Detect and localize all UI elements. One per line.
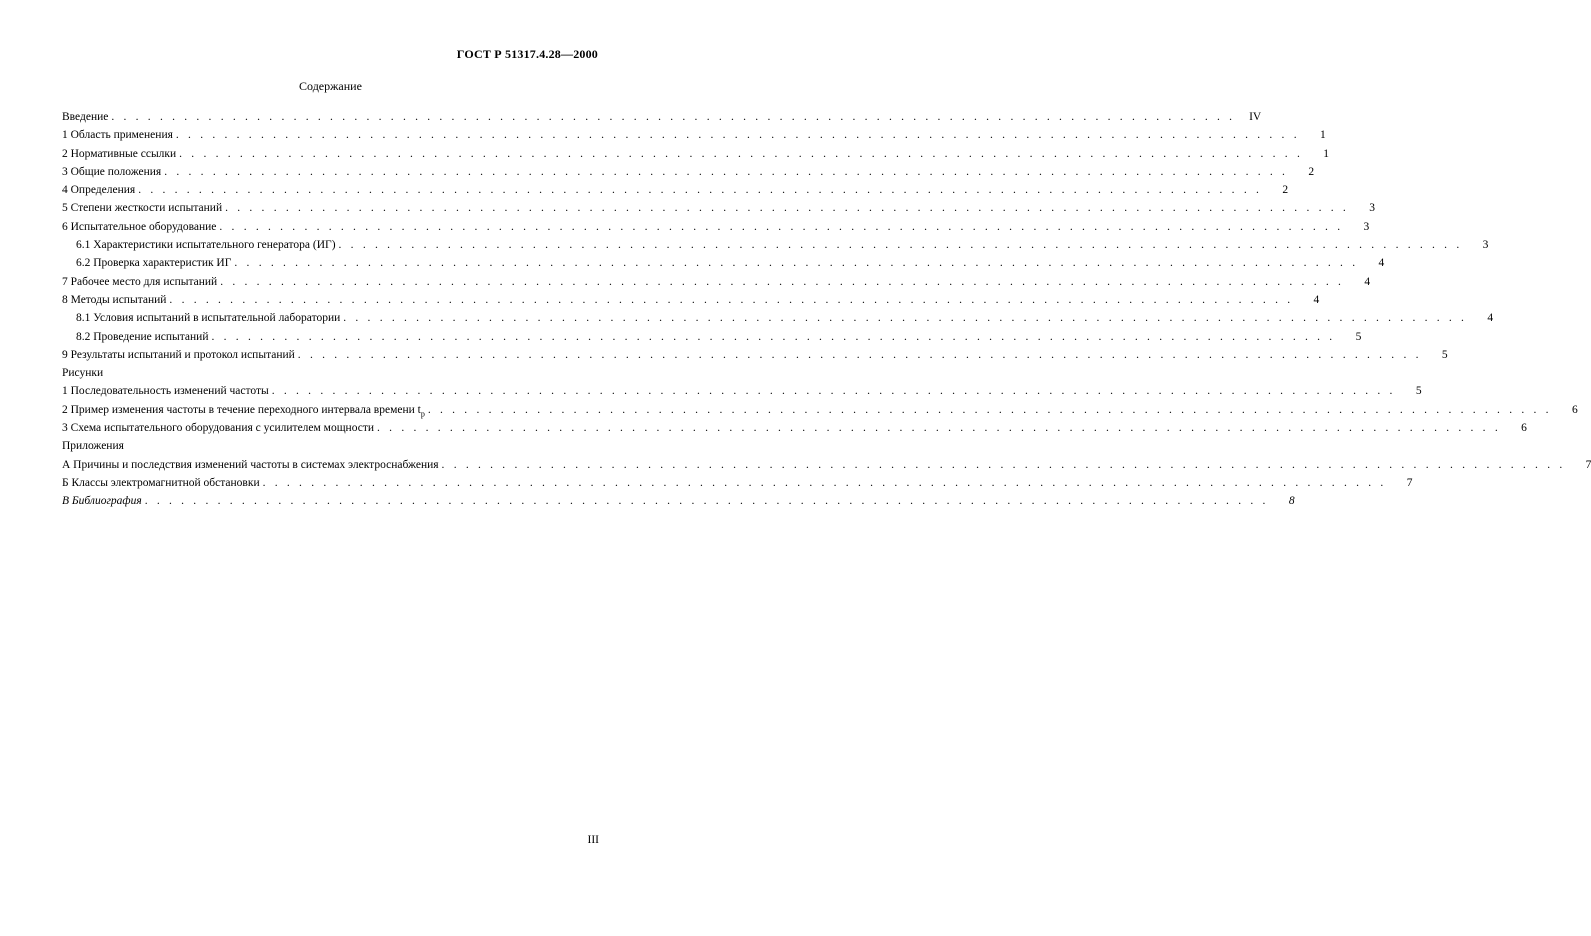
toc-page-number: 6 (1571, 403, 1578, 416)
toc-entry-label (62, 166, 161, 178)
dot-leader: . . . . . . . . . . . . . . . . . . . . . . . . . . . . . . . . . . . . . . . . . . . . . . . . . . . . . . . . . . . . . . . . . . . . . . . . . . . . . . . . . . . . . . . . . . . . . (219, 220, 1344, 233)
toc-entry-label (62, 459, 439, 471)
toc-page-number: 8 (1288, 495, 1295, 508)
toc-page-number: 3 (1369, 202, 1375, 215)
dot-leader: . . . . . . . . . . . . . . . . . . . . . . . . . . . . . . . . . . . . . . . . . . . . . . . . . . . . . . . . . . . . . . . . . . . . . . . . . . . . . . . . . . . . . . . . . . . . . (338, 239, 1463, 252)
toc-entry-label-text: 9 Результаты испытаний и протокол испытаний (62, 348, 295, 361)
dot-leader: . . . . . . . . . . . . . . . . . . . . . . . . . . . . . . . . . . . . . . . . . . . . . . . . . . . . . . . . . . . . . . . . . . . . . . . . . . . . . . . . . . . . . . . . . . . . . (144, 495, 1269, 508)
page-number: III (587, 834, 599, 846)
dot-leader: . . . . . . . . . . . . . . . . . . . . . . . . . . . . . . . . . . . . . . . . . . . . . . . . . . . . . . . . . . . . . . . . . . . . . . . . . . . . . . . . . . . . . . . . . . . . . (343, 312, 1468, 325)
toc-entry[interactable] (62, 348, 1448, 367)
toc-page-number: 4 (1364, 275, 1371, 288)
toc-entry-label (76, 257, 231, 269)
toc-page-number: 2 (1282, 184, 1289, 197)
toc-entry-label-text: 6.2 Проверка характеристик ИГ (76, 257, 232, 270)
toc-section-heading: Рисунки (62, 367, 104, 380)
toc-entry[interactable] (62, 202, 1375, 220)
toc-entry[interactable] (62, 184, 1289, 202)
toc-entry-label-text: 1 Область применения (62, 129, 173, 142)
toc-entry-label (76, 239, 336, 251)
dot-leader: . . . . . . . . . . . . . . . . . . . . . . . . . . . . . . . . . . . . . . . . . . . . . . . . . . . . . . . . . . . . . . . . . . . . . . . . . . . . . . . . . . . . . . . . . . . . . (262, 476, 1387, 489)
toc-subentry[interactable] (62, 330, 1362, 349)
toc-entry-label (76, 312, 340, 324)
dot-leader: . . . . . . . . . . . . . . . . . . . . . . . . . . . . . . . . . . . . . . . . . . . . . . . . . . . . . . . . . . . . . . . . . . . . . . . . . . . . . . . . . . . . . . . . . . . . . (211, 330, 1336, 343)
toc-entry[interactable] (62, 111, 1262, 129)
toc-page-number: 2 (1308, 165, 1315, 178)
dot-leader: . . . . . . . . . . . . . . . . . . . . . . . . . . . . . . . . . . . . . . . . . . . . . . . . . . . . . . . . . . . . . . . . . . . . . . . . . . . . . . . . . . . . . . . . . . . . . (169, 293, 1294, 306)
dot-leader: . . . . . . . . . . . . . . . . . . . . . . . . . . . . . . . . . . . . . . . . . . . . . . . . . . . . . . . . . . . . . . . . . . . . . . . . . . . . . . . . . . . . . . . . . . . . . (234, 257, 1359, 270)
toc-entry-label-text: 2 Пример изменения частоты в течение переходного интервала времени t (62, 403, 421, 416)
toc-entry-label (62, 495, 142, 507)
toc-entry-label-text: 3 Общие положения (62, 165, 162, 178)
toc-entry-label (62, 404, 425, 418)
toc-section-heading: Приложения (62, 440, 124, 453)
page-title: Содержание (299, 79, 362, 93)
dot-leader: . . . . . . . . . . . . . . . . . . . . . . . . . . . . . . . . . . . . . . . . . . . . . . . . . . . . . . . . . . . . . . . . . . . . . . . . . . . . . . . . . . . . . . . . . . . . . (164, 165, 1289, 178)
dot-leader: . . . . . . . . . . . . . . . . . . . . . . . . . . . . . . . . . . . . . . . . . . . . . . . . . . . . . . . . . . . . . . . . . . . . . . . . . . . . . . . . . . . . . . . . . . . . . (427, 403, 1552, 416)
toc-entry[interactable] (62, 385, 1422, 403)
toc-page-number: 7 (1585, 458, 1591, 471)
toc-subentry[interactable] (62, 312, 1494, 330)
dot-leader: . . . . . . . . . . . . . . . . . . . . . . . . . . . . . . . . . . . . . . . . . . . . . . . . . . . . . . . . . . . . . . . . . . . . . . . . . . . . . . . . . . . . . . . . . . . . . (441, 458, 1566, 471)
toc-entry-subscript: p (420, 409, 425, 419)
table-of-contents (62, 111, 1591, 514)
toc-entry[interactable] (62, 476, 1413, 495)
dot-leader: . . . . . . . . . . . . . . . . . . . . . . . . . . . . . . . . . . . . . . . . . . . . . . . . . . . . . . . . . . . . . . . . . . . . . . . . . . . . . . . . . . . . . . . . . . . . . (179, 147, 1304, 160)
toc-page-number: 5 (1415, 385, 1422, 398)
toc-subentry[interactable] (62, 257, 1385, 275)
toc-entry-label (62, 422, 374, 434)
toc-page-number: 5 (1355, 330, 1362, 343)
toc-entry-label-text: 3 Схема испытательного оборудования с усилителем мощности (62, 422, 375, 435)
toc-entry[interactable] (62, 275, 1371, 294)
toc-entry[interactable] (62, 165, 1315, 184)
toc-entry-label-text: 6.1 Характеристики испытательного генератора (ИГ) (76, 239, 336, 252)
toc-page-number: 3 (1482, 239, 1489, 252)
toc-entry-label-text: 4 Определения (62, 184, 136, 197)
toc-page-number: 5 (1441, 348, 1448, 361)
toc-page-number: 3 (1363, 220, 1370, 233)
toc-subentry[interactable] (62, 239, 1489, 257)
toc-entry[interactable] (62, 147, 1330, 166)
toc-entry-label (62, 477, 260, 489)
toc-entry[interactable] (62, 495, 1295, 513)
dot-leader: . . . . . . . . . . . . . . . . . . . . . . . . . . . . . . . . . . . . . . . . . . . . . . . . . . . . . . . . . . . . . . . . . . . . . . . . . . . . . . . . . . . . . . . . . . . . . (111, 111, 1236, 123)
dot-leader: . . . . . . . . . . . . . . . . . . . . . . . . . . . . . . . . . . . . . . . . . . . . . . . . . . . . . . . . . . . . . . . . . . . . . . . . . . . . . . . . . . . . . . . . . . . . . (138, 184, 1263, 197)
toc-page-number: 4 (1378, 257, 1385, 270)
toc-entry-label-text: 6 Испытательное оборудование (62, 220, 217, 233)
toc-page-number: IV (1249, 111, 1262, 123)
dot-leader: . . . . . . . . . . . . . . . . . . . . . . . . . . . . . . . . . . . . . . . . . . . . . . . . . . . . . . . . . . . . . . . . . . . . . . . . . . . . . . . . . . . . . . . . . . . . . (297, 348, 1422, 361)
toc-entry-label (62, 349, 295, 361)
toc-entry[interactable] (62, 220, 1370, 239)
toc-entry[interactable] (62, 403, 1578, 422)
toc-entry[interactable] (62, 293, 1320, 312)
toc-entry-label-text: 1 Последовательность изменений частоты (62, 385, 269, 398)
dot-leader: . . . . . . . . . . . . . . . . . . . . . . . . . . . . . . . . . . . . . . . . . . . . . . . . . . . . . . . . . . . . . . . . . . . . . . . . . . . . . . . . . . . . . . . . . . . . . (175, 129, 1300, 142)
toc-entry[interactable] (62, 422, 1527, 440)
toc-entry-label (62, 111, 108, 123)
toc-entry-label (62, 221, 216, 233)
toc-entry-label (62, 184, 135, 196)
toc-entry[interactable] (62, 129, 1326, 147)
toc-entry-label-text: 7 Рабочее место для испытаний (62, 275, 218, 288)
toc-entry-label-text: 2 Нормативные ссылки (62, 147, 177, 160)
toc-entry-label (62, 129, 173, 141)
toc-page-number: 4 (1313, 293, 1320, 306)
toc-entry-label (62, 385, 269, 397)
toc-entry-label-text: Введение (62, 111, 109, 123)
toc-entry-label-text: 8.2 Проведение испытаний (76, 330, 209, 343)
toc-entry-label (62, 294, 166, 306)
toc-page-number: 1 (1320, 129, 1326, 142)
toc-entry-label (76, 331, 209, 343)
dot-leader: . . . . . . . . . . . . . . . . . . . . . . . . . . . . . . . . . . . . . . . . . . . . . . . . . . . . . . . . . . . . . . . . . . . . . . . . . . . . . . . . . . . . . . . . . . . . . (377, 422, 1501, 435)
toc-page-number: 4 (1487, 312, 1494, 325)
toc-entry-label-text: В Библиография (62, 495, 142, 508)
toc-entry-label (62, 148, 176, 160)
toc-entry-label-text: А Причины и последствия изменений частоты в системах электроснабжения (62, 458, 439, 471)
toc-entry[interactable] (62, 458, 1591, 477)
toc-page-number: 7 (1406, 476, 1413, 489)
toc-entry-label (62, 276, 217, 288)
toc-entry-label-text: 8 Методы испытаний (62, 293, 167, 306)
document-code: ГОСТ Р 51317.4.28—2000 (456, 47, 598, 61)
toc-entry-label-text: Б Классы электромагнитной обстановки (62, 476, 260, 489)
dot-leader: . . . . . . . . . . . . . . . . . . . . . . . . . . . . . . . . . . . . . . . . . . . . . . . . . . . . . . . . . . . . . . . . . . . . . . . . . . . . . . . . . . . . . . . . . . . . . (271, 385, 1396, 398)
dot-leader: . . . . . . . . . . . . . . . . . . . . . . . . . . . . . . . . . . . . . . . . . . . . . . . . . . . . . . . . . . . . . . . . . . . . . . . . . . . . . . . . . . . . . . . . . . . . . (220, 275, 1345, 288)
toc-page-number: 1 (1323, 147, 1330, 160)
dot-leader: . . . . . . . . . . . . . . . . . . . . . . . . . . . . . . . . . . . . . . . . . . . . . . . . . . . . . . . . . . . . . . . . . . . . . . . . . . . . . . . . . . . . . . . . . . . . . (225, 202, 1349, 215)
toc-entry-label (62, 202, 222, 214)
toc-page-number: 6 (1521, 422, 1527, 435)
toc-entry-label-text: 8.1 Условия испытаний в испытательной лаборатории (76, 312, 341, 325)
toc-entry-label-text: 5 Степени жесткости испытаний (62, 202, 223, 215)
